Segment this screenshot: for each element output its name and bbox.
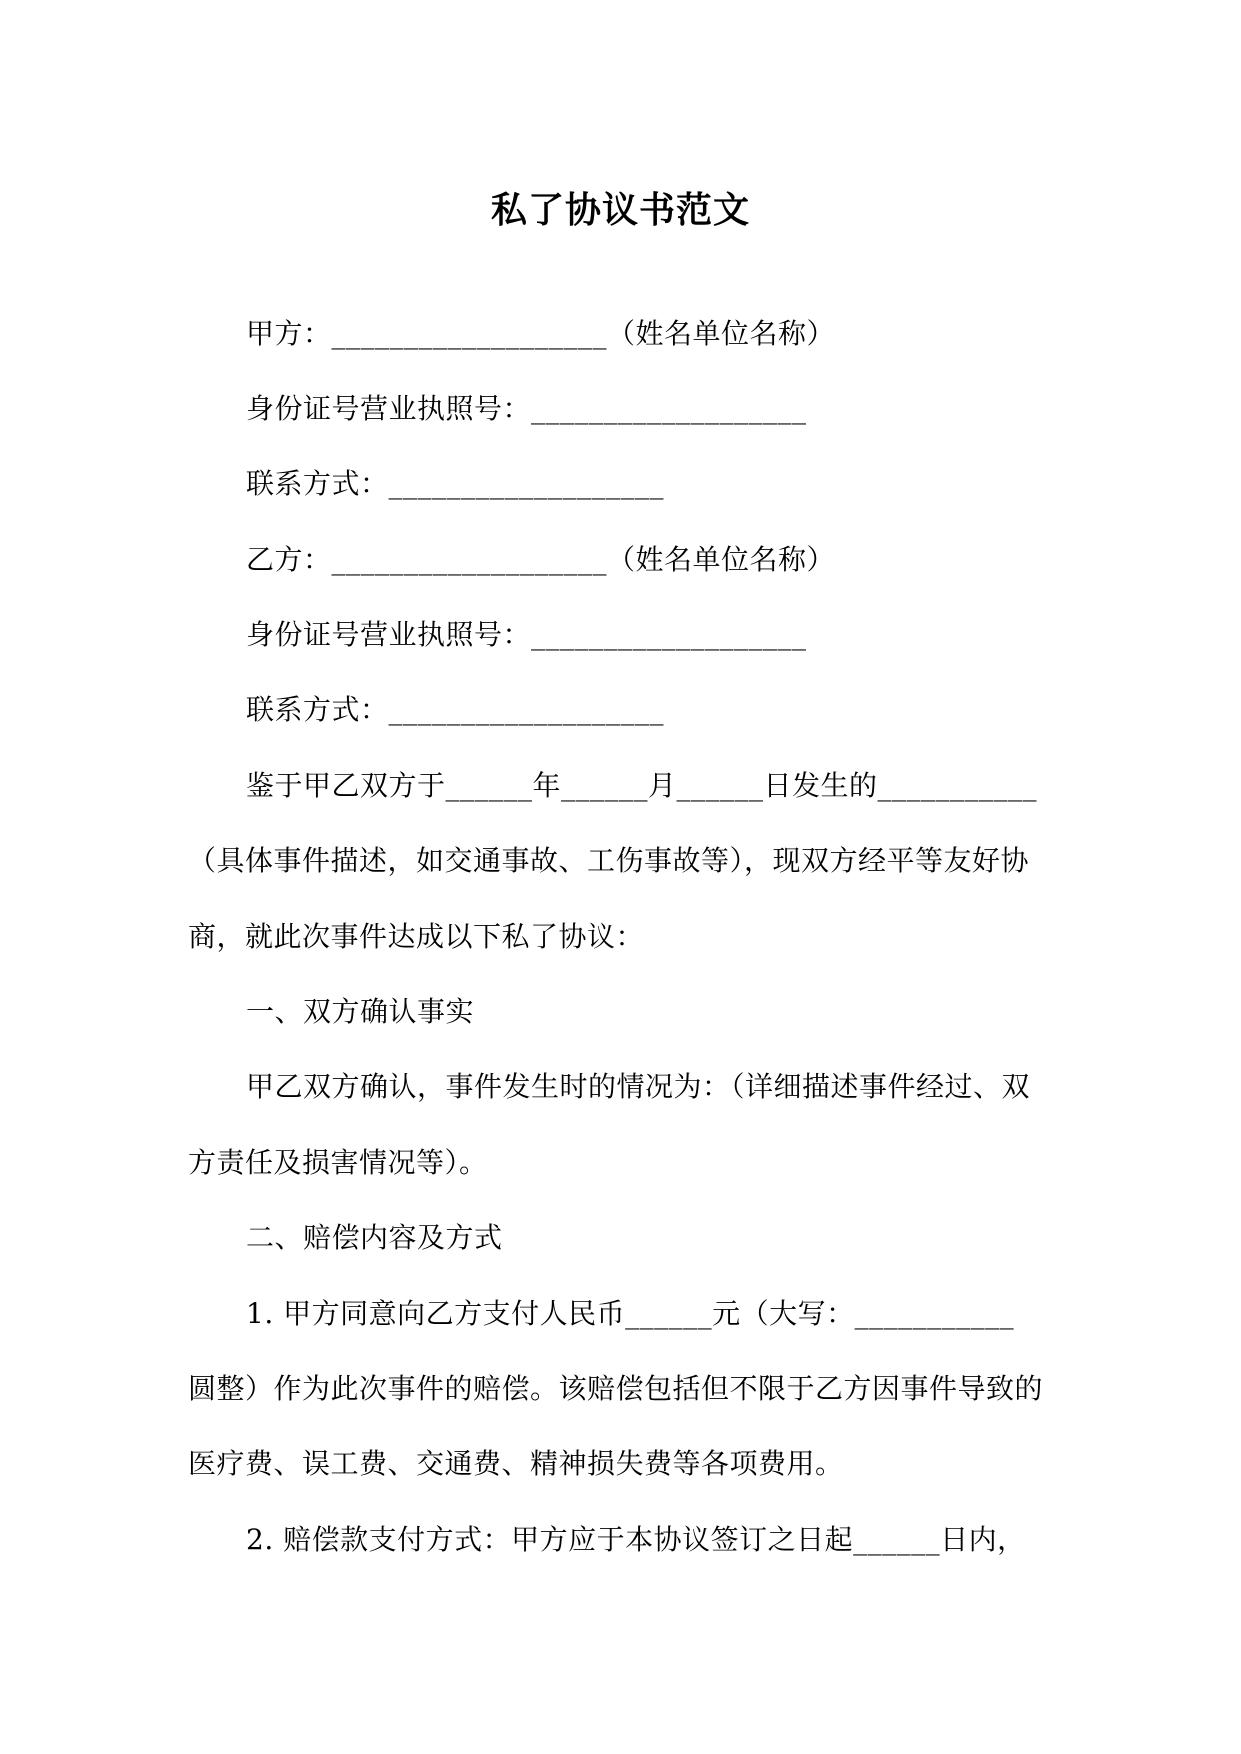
party-a-id-line: 身份证号营业执照号：___________________ [246, 392, 807, 425]
clause-2-line-1: 2. 赔偿款支付方式：甲方应于本协议签订之日起______日内， [246, 1523, 1026, 1556]
clause-1-line-2: 圆整）作为此次事件的赔偿。该赔偿包括但不限于乙方因事件导致的 [188, 1372, 1044, 1405]
section-1-line-1: 甲乙双方确认，事件发生时的情况为：（详细描述事件经过、双 [246, 1070, 1031, 1103]
preamble-line-2: （具体事件描述，如交通事故、工伤事故等），现双方经平等友好协 [188, 844, 1030, 877]
section-heading-2: 二、赔偿内容及方式 [246, 1221, 503, 1254]
party-b-contact-line: 联系方式：___________________ [246, 693, 665, 726]
clause-1-line-3: 医疗费、误工费、交通费、精神损失费等各项费用。 [188, 1447, 844, 1480]
preamble-line-1: 鉴于甲乙双方于______年______月______日发生的___________ [246, 769, 1038, 802]
party-a-contact-line: 联系方式：___________________ [246, 467, 665, 500]
preamble-line-3: 商，就此次事件达成以下私了协议： [188, 920, 645, 953]
section-1-line-2: 方责任及损害情况等）。 [188, 1146, 488, 1179]
party-a-name-line: 甲方：___________________（姓名单位名称） [246, 317, 836, 350]
party-b-name-line: 乙方：___________________（姓名单位名称） [246, 543, 836, 576]
document-title: 私了协议书范文 [490, 189, 750, 231]
party-b-id-line: 身份证号营业执照号：___________________ [246, 618, 807, 651]
section-heading-1: 一、双方确认事实 [246, 995, 475, 1028]
clause-1-line-1: 1. 甲方同意向乙方支付人民币______元（大写：___________ [246, 1297, 1015, 1330]
